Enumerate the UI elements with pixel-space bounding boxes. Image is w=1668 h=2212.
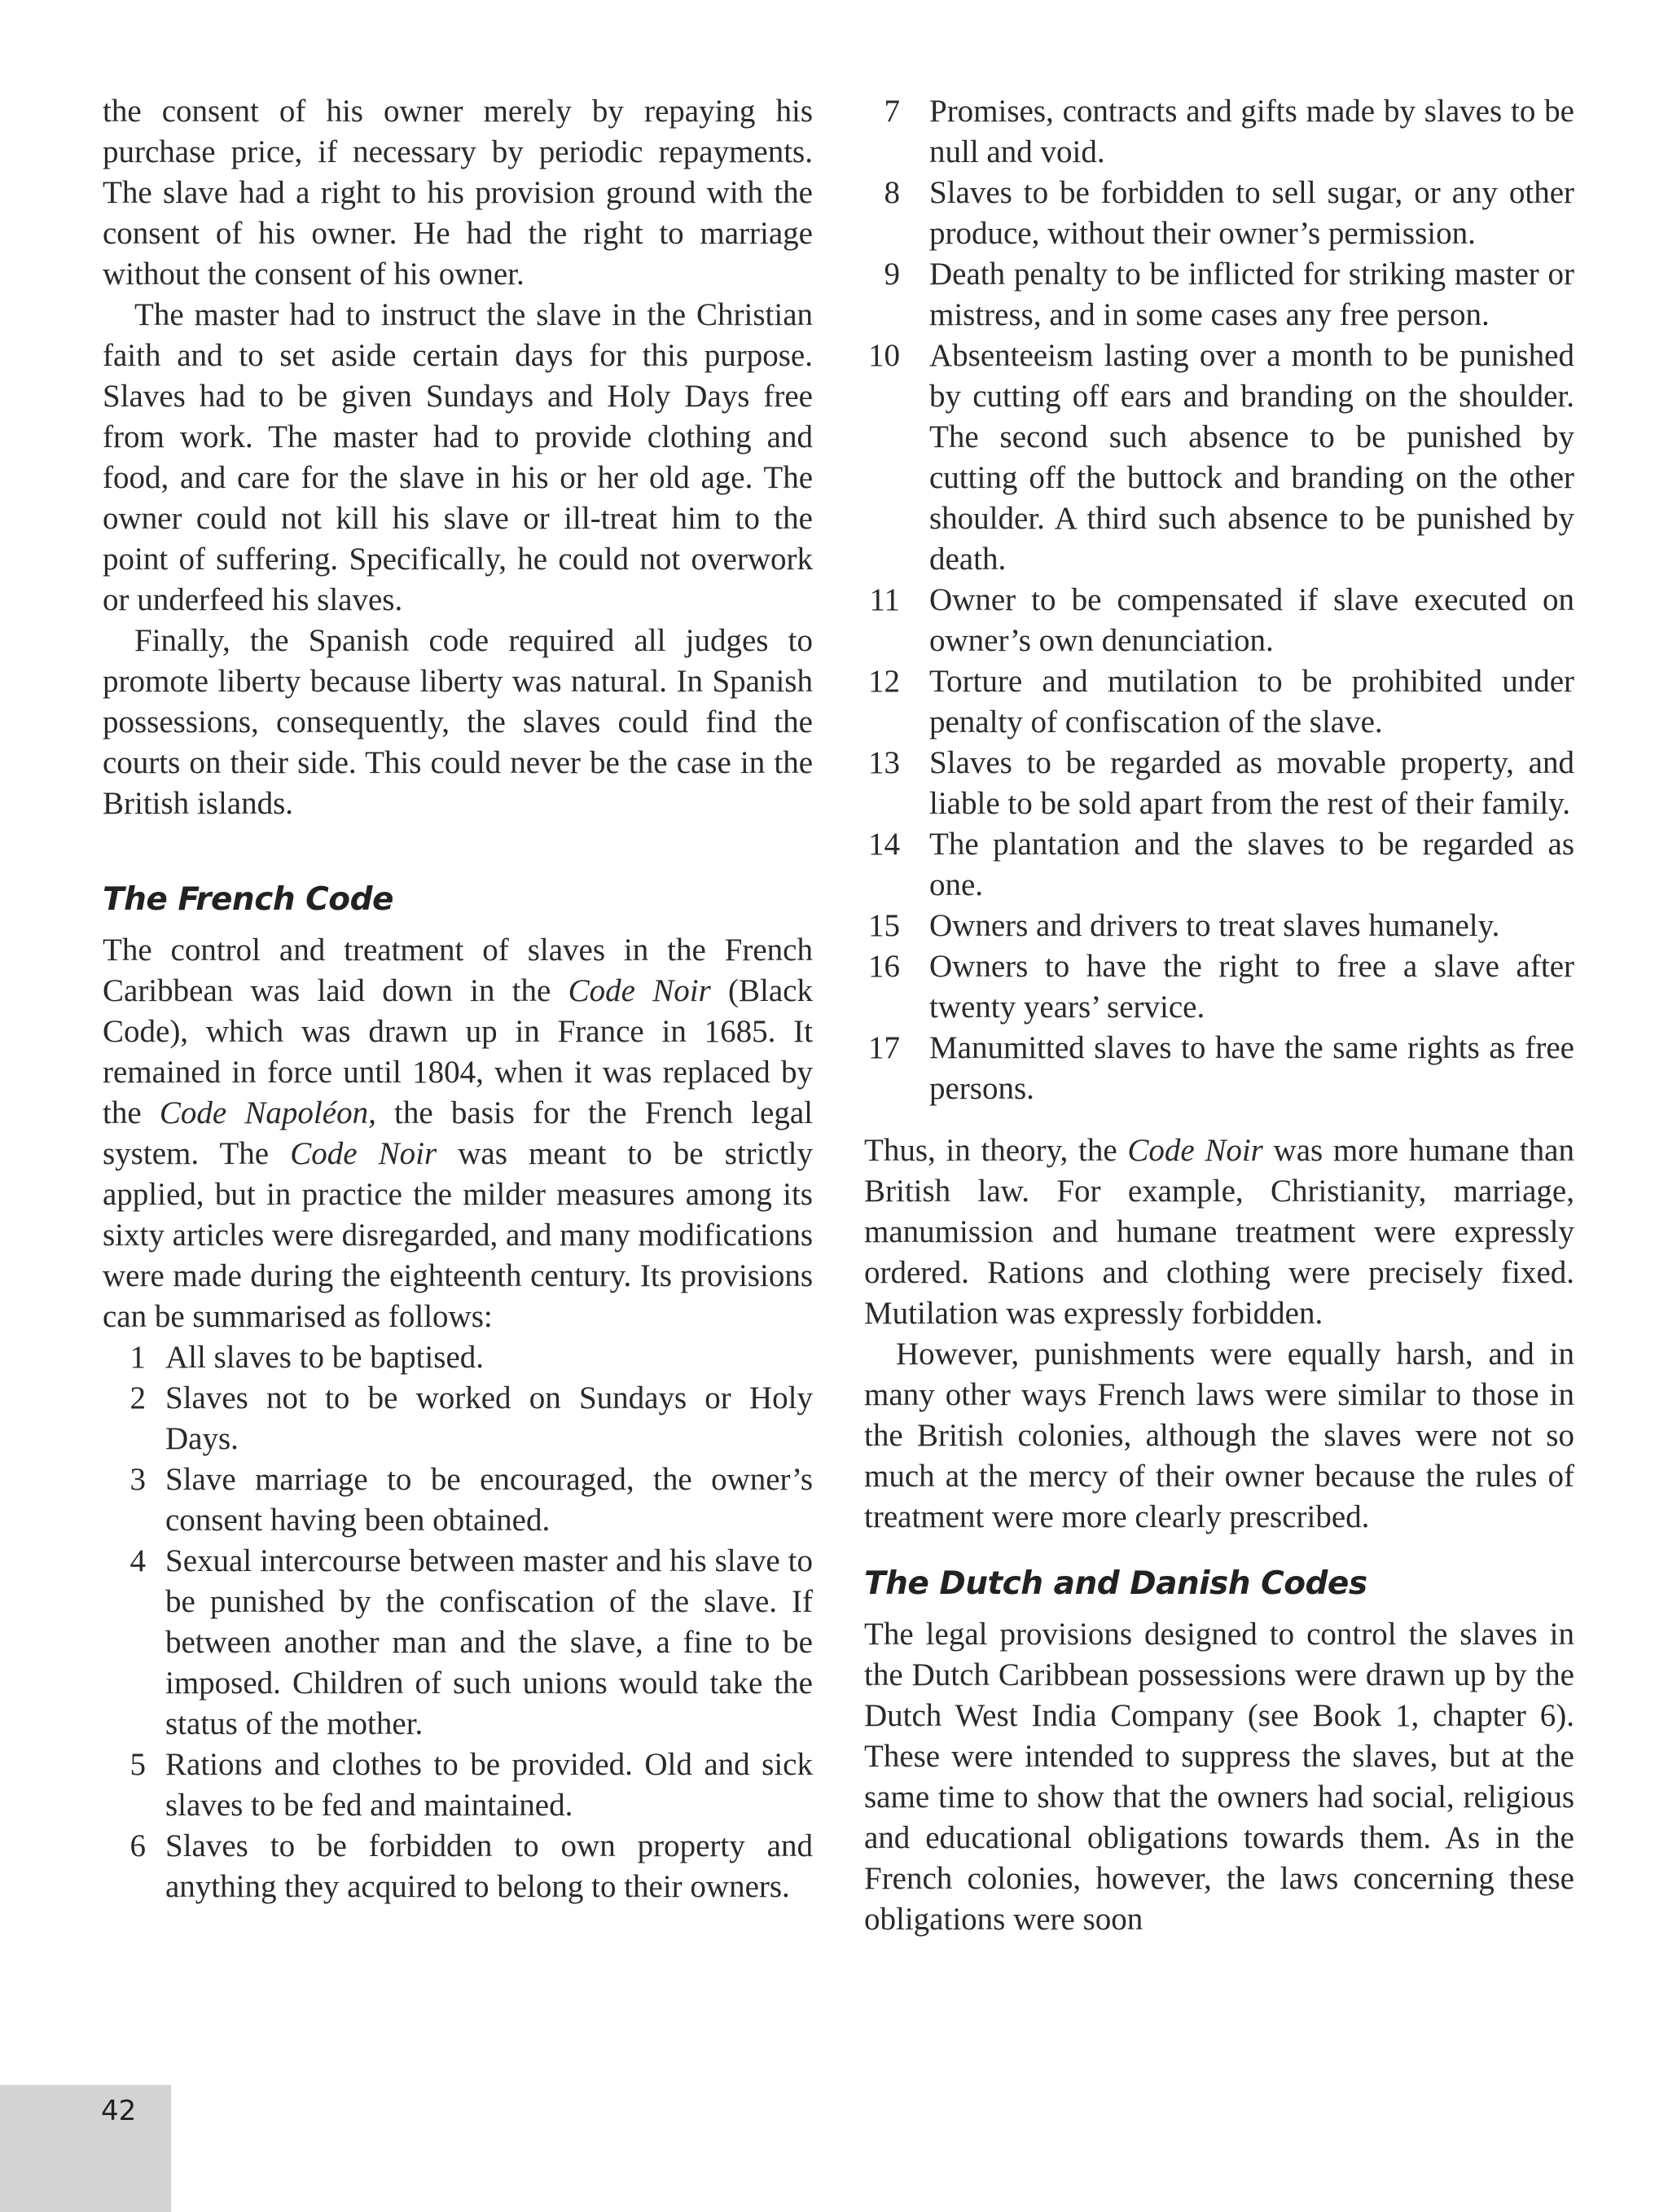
list-item: 9 Death penalty to be inflicted for striking master or mistress, and in some cases any free person. — [884, 257, 1574, 332]
list-item: 5 Rations and clothes to be provided. Old and sick slaves to be fed and maintained. — [129, 1747, 813, 1823]
list-item: 14 The plantation and the slaves to be regarded as one. — [868, 827, 1574, 902]
list-item: 11 Owner to be compensated if slave executed on owner’s own denunciation. — [869, 582, 1574, 658]
page-number-tab — [0, 2085, 171, 2212]
list-item: 4 Sexual intercourse between master and his slave to be punished by the confiscation of the slave. If between another man and the slave, a fine to be imposed. Children of such unions would take the status of the mother. — [129, 1543, 813, 1741]
however-paragraph: However, punishments were equally harsh, and in many other ways French laws were similar to those in the British colonies, although the slaves were not so much at the mercy of their owner because the rules of treatment were more clearly prescribed. — [864, 1336, 1574, 1534]
page-number: 42 — [101, 2095, 137, 2127]
list-item: 17 Manumitted slaves to have the same rights as free persons. — [868, 1030, 1574, 1106]
intro-paragraph-3: Finally, the Spanish code required all judges to promote liberty because liberty was natural. In Spanish possessions, consequently, the slaves could find the courts on their side. This could never be the case in the British islands. — [103, 623, 813, 821]
right-column — [864, 91, 1574, 1940]
list-item: 12 Torture and mutilation to be prohibited under penalty of confiscation of the slave. — [868, 664, 1574, 740]
intro-paragraph-1: the consent of his owner merely by repaying his purchase price, if necessary by periodic repayments. The slave had a right to his provision ground with the consent of his owner. He had the right to marriage without the consent of his owner. — [103, 94, 813, 292]
list-item: 2 Slaves not to be worked on Sundays or Holy Days. — [129, 1380, 813, 1456]
list-item: 13 Slaves to be regarded as movable property, and liable to be sold apart from the rest of their family. — [868, 745, 1574, 821]
code-noir-list-part-2 — [864, 91, 1574, 1109]
dutch-paragraph: The legal provisions designed to control the slaves in the Dutch Caribbean possessions were drawn up by the Dutch West India Company (see Book 1, chapter 6). These were intended to suppress the slaves, but at the same time to show that the owners had social, religious and educational obligations towards them. As in the French colonies, however, the laws concerning these obligations were soon — [864, 1617, 1574, 1937]
french-code-heading: The French Code — [103, 881, 393, 918]
list-item: 6 Slaves to be forbidden to own property and anything they acquired to belong to their owners. — [129, 1828, 813, 1904]
intro-paragraph-2: The master had to instruct the slave in the Christian faith and to set aside certain days for this purpose. Slaves had to be given Sundays and Holy Days free from work. The master had to provide clothing and food, and care for the slave in his or her old age. The owner could not kill his slave or ill-treat him to the point of suffering. Specifically, he could not overwork or underfeed his slaves. — [103, 297, 813, 617]
list-item: 8 Slaves to be forbidden to sell sugar, or any other produce, without their owner’s permission. — [884, 175, 1574, 251]
list-item: 1 All slaves to be baptised. — [129, 1340, 485, 1375]
thus-paragraph: Thus, in theory, the Code Noir was more humane than British law. For example, Christianity, marriage, manumission and humane treatment were expressly ordered. Rations and clothing were precisely fixed. Mutilation was expressly forbidden. — [864, 1133, 1574, 1331]
left-column — [103, 91, 813, 1907]
list-item: 3 Slave marriage to be encouraged, the owner’s consent having been obtained. — [129, 1462, 813, 1538]
french-code-paragraph: The control and treatment of slaves in the French Caribbean was laid down in the Code Noir (Black Code), which was drawn up in France in 1685. It remained in force until 1804, when it was replaced by the Code Napoléon, the basis for the French legal system. The Code Noir was meant to be strictly applied, but in practice the milder measures among its sixty articles were disregarded, and many modifications were made during the eighteenth century. Its provisions can be summarised as follows: — [103, 933, 814, 1334]
code-noir-list-part-1 — [103, 1337, 813, 1907]
dutch-danish-heading: The Dutch and Danish Codes — [864, 1565, 1367, 1602]
list-item: 10 Absenteeism lasting over a month to be punished by cutting off ears and branding on the shoulder. The second such absence to be punished by cutting off the buttock and branding on the other shoulder. A third such absence to be punished by death. — [868, 338, 1574, 577]
list-item: 16 Owners to have the right to free a slave after twenty years’ service. — [868, 949, 1574, 1025]
list-item: 7 Promises, contracts and gifts made by slaves to be null and void. — [884, 94, 1574, 169]
list-item: 15 Owners and drivers to treat slaves humanely. — [868, 908, 1500, 943]
